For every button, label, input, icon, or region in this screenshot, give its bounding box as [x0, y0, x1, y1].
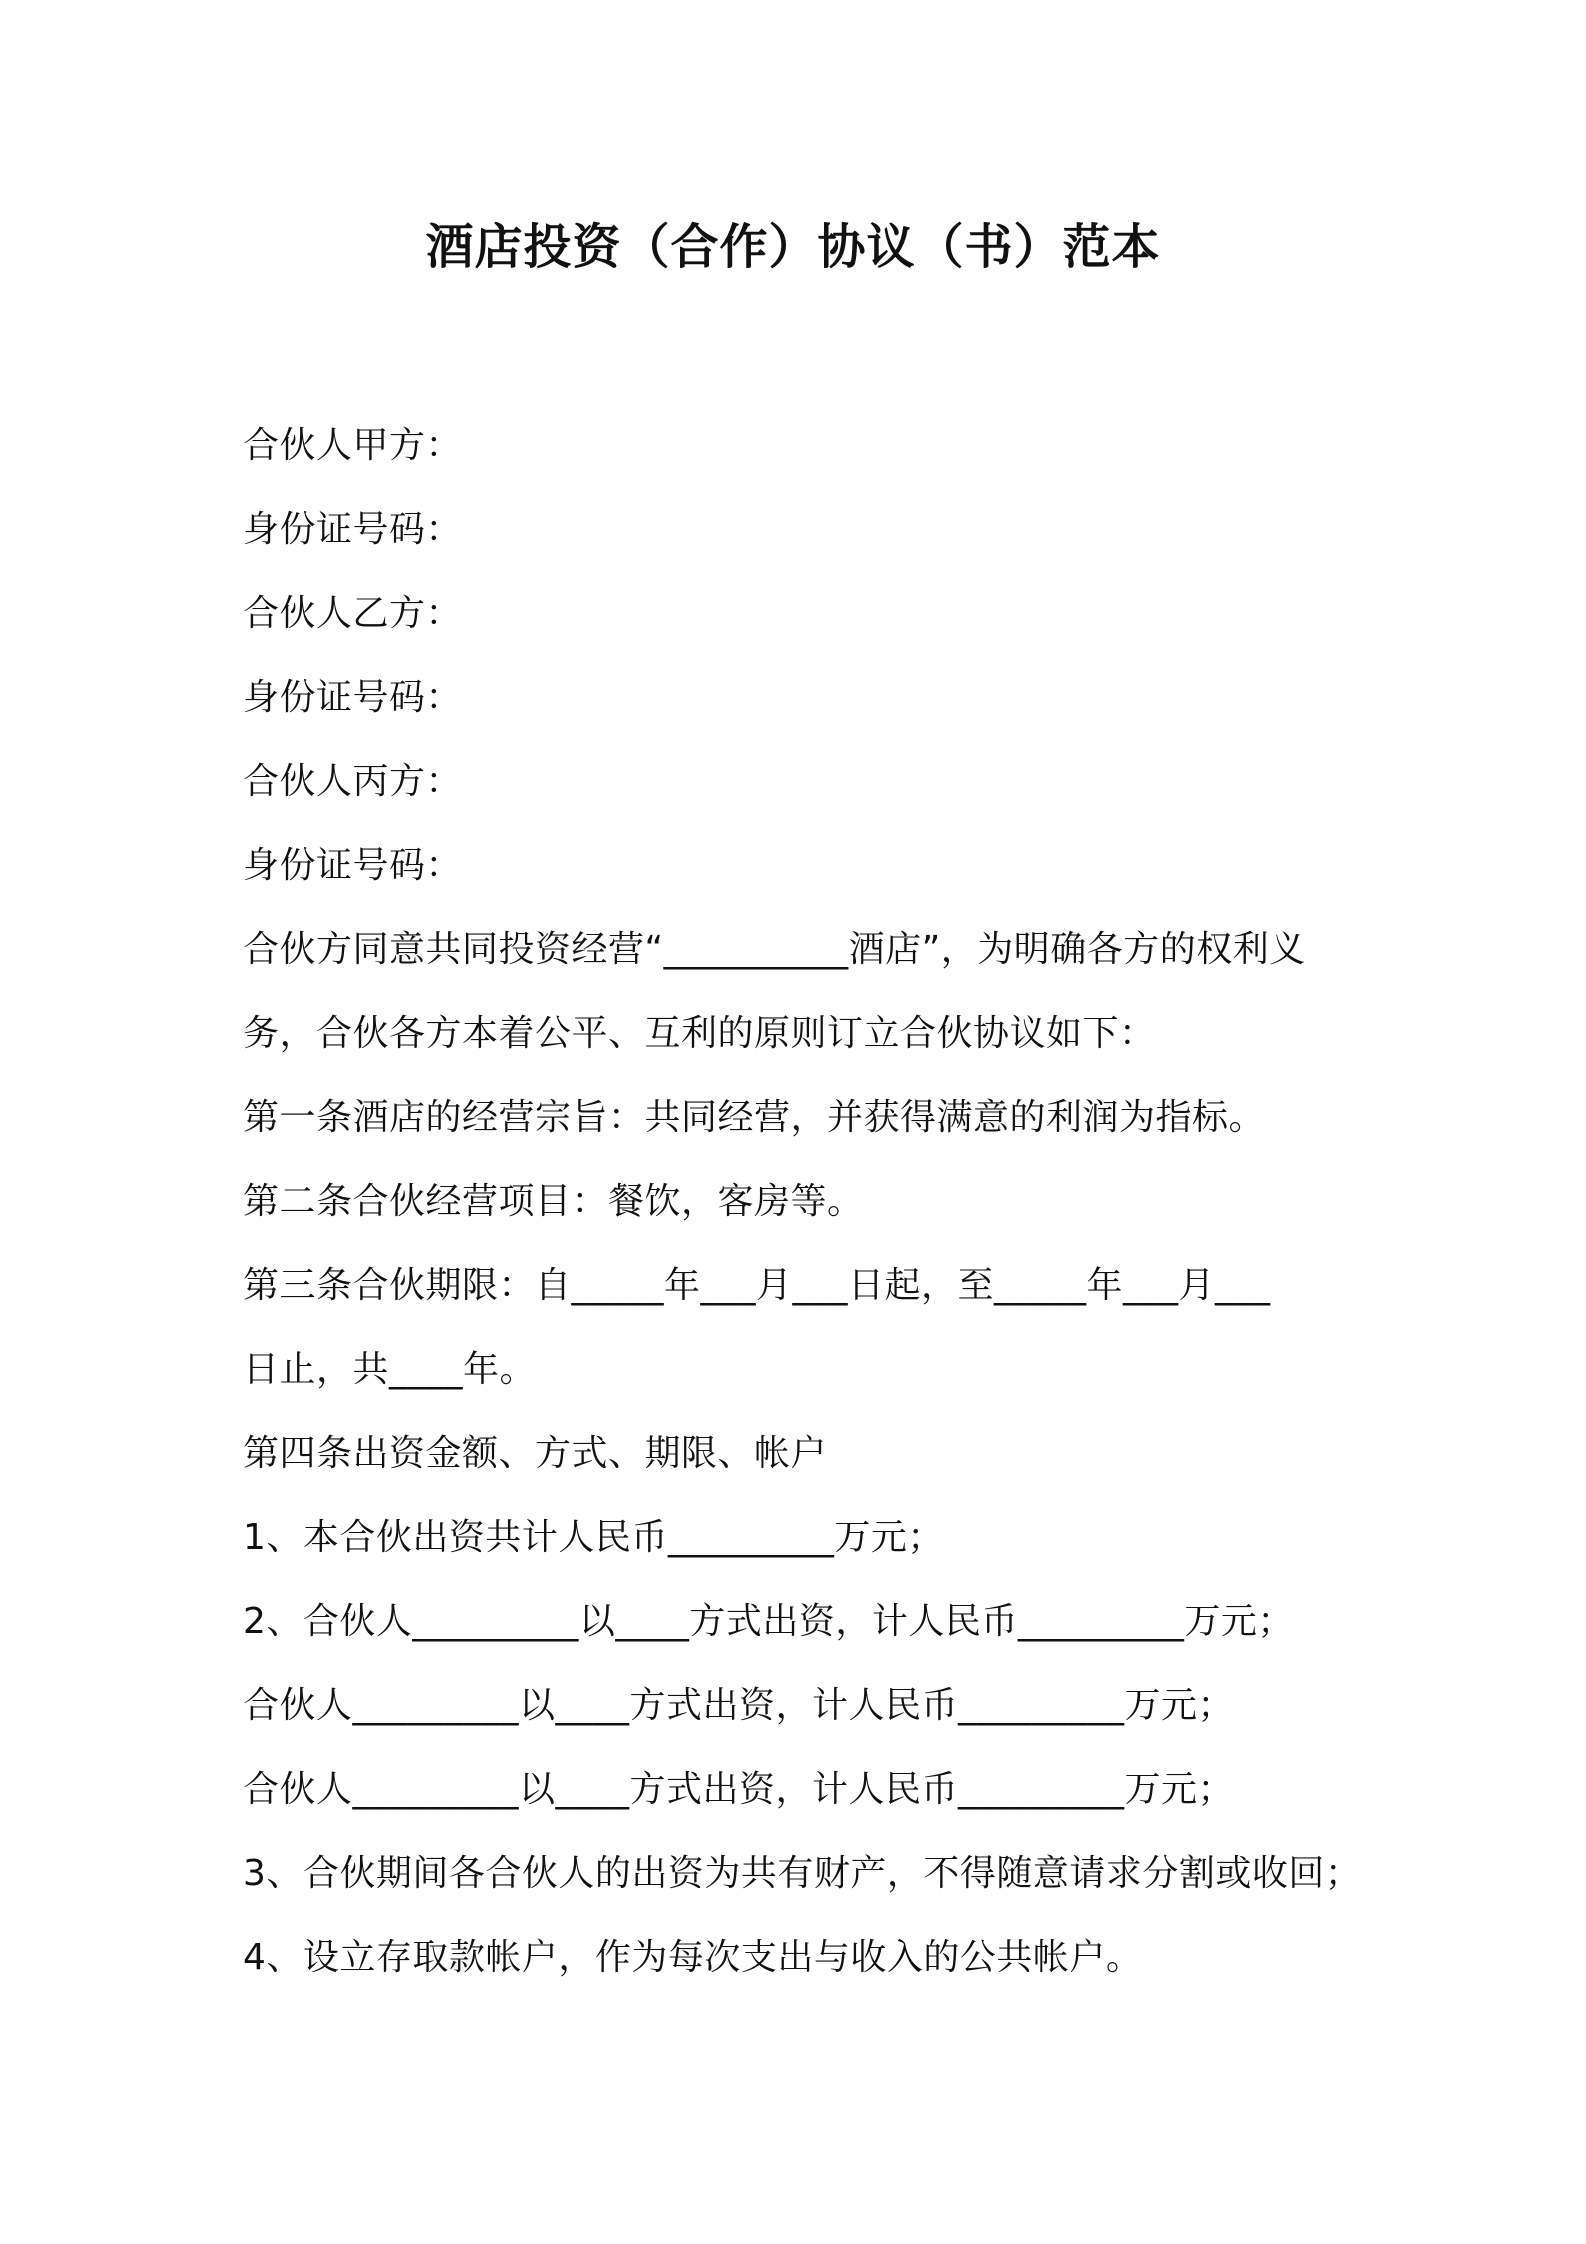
article-4-heading: 第四条出资金额、方式、期限、帐户: [243, 1433, 828, 1474]
article-1-line: 第一条酒店的经营宗旨：共同经营，并获得满意的利润为指标。: [243, 1097, 1266, 1138]
article-3-line-2: 日止，共____年。: [243, 1349, 537, 1390]
document-body: [243, 404, 1383, 2000]
preamble-line-2: 务，合伙各方本着公平、互利的原则订立合伙协议如下：: [243, 1013, 1156, 1054]
party-a-id-line: 身份证号码：: [243, 509, 463, 550]
preamble-line-1: 合伙方同意共同投资经营“__________酒店”，为明确各方的权利义: [243, 929, 1306, 970]
document-title: 酒店投资（合作）协议（书）范本: [425, 219, 1161, 275]
article-4-item-3: 3、合伙期间各合伙人的出资为共有财产，不得随意请求分割或收回；: [243, 1853, 1362, 1894]
article-3-line-1: 第三条合伙期限：自_____年___月___日起，至_____年___月___: [243, 1265, 1271, 1306]
party-c-line: 合伙人丙方：: [243, 761, 463, 802]
party-b-id-line: 身份证号码：: [243, 677, 463, 718]
article-4-item-1: 1、本合伙出资共计人民币_________万元；: [243, 1517, 944, 1558]
party-b-line: 合伙人乙方：: [243, 593, 463, 634]
party-c-id-line: 身份证号码：: [243, 845, 463, 886]
article-4-item-2-line-2: 合伙人_________以____方式出资，计人民币_________万元；: [243, 1685, 1235, 1726]
article-4-item-2-line-1: 2、合伙人_________以____方式出资，计人民币_________万元；: [243, 1601, 1294, 1642]
party-a-line: 合伙人甲方：: [243, 425, 463, 466]
article-4-item-2-line-3: 合伙人_________以____方式出资，计人民币_________万元；: [243, 1769, 1235, 1810]
article-2-line: 第二条合伙经营项目：餐饮，客房等。: [243, 1181, 864, 1222]
article-4-item-4: 4、设立存取款帐户，作为每次支出与收入的公共帐户。: [243, 1937, 1143, 1978]
